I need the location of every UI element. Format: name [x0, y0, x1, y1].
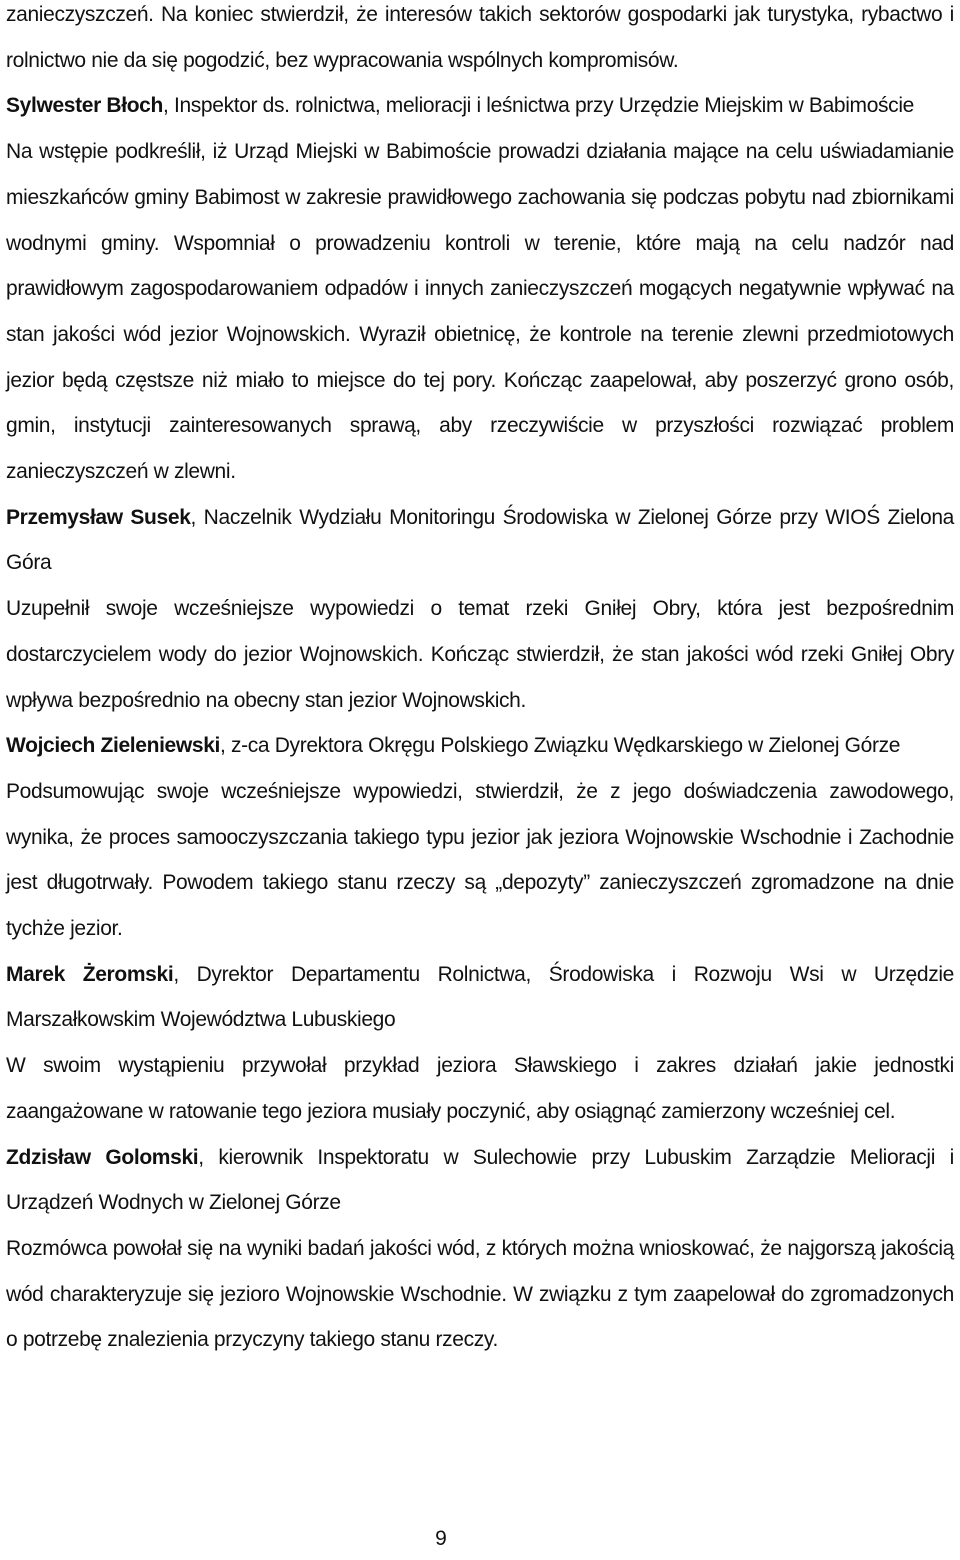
- speaker-role: , Dyrektor Departamentu Rolnictwa, Środowiska i Rozwoju Wsi w Urzędzie Marszałkowskim Województwa Lubuskiego: [6, 962, 954, 1032]
- speaker-heading-golomski: [6, 1135, 954, 1226]
- speaker-name: Przemysław Susek: [6, 505, 191, 529]
- speaker-name: Sylwester Błoch: [6, 94, 163, 118]
- speaker-heading-susek: [6, 495, 954, 586]
- speaker-name: Wojciech Zieleniewski: [6, 734, 221, 758]
- speaker-statement-zeromski: W swoim wystąpieniu przywołał przykład jeziora Sławskiego i zakres działań jakie jednostki zaangażowane w ratowanie tego jeziora musiały poczynić, aby osiągnąć zamierzony wcześniej cel.: [6, 1054, 954, 1123]
- speaker-statement-bloch: Na wstępie podkreślił, iż Urząd Miejski w Babimoście prowadzi działania mające na celu uświadamianie mieszkańców gminy Babimost w zakresie prawidłowego zachowania się podczas pobytu nad zbiornikami wodnymi gminy. Wspomniał o prowadzeniu kontroli w terenie, które mają na celu nadzór nad prawidłowym zagospodarowaniem odpadów i innych zanieczyszczeń mogących negatywnie wpływać na stan jakości wód jezior Wojnowskich. Wyraził obietnicę, że kontrole na terenie zlewni przedmiotowych jezior będą częstsze niż miało to miejsce do tej pory. Kończąc zaapelował, aby poszerzyć grono osób, gmin, instytucji zainteresowanych sprawą, aby rzeczywiście w przyszłości rozwiązać problem zanieczyszczeń w zlewni.: [6, 140, 954, 484]
- speaker-statement-golomski: Rozmówca powołał się na wyniki badań jakości wód, z których można wnioskować, że najgorszą jakością wód charakteryzuje się jezioro Wojnowskie Wschodnie. W związku z tym zaapelował do zgromadzonych o potrzebę znalezienia przyczyny takiego stanu rzeczy.: [6, 1236, 954, 1352]
- speaker-role: , kierownik Inspektoratu w Sulechowie przy Lubuskim Zarządzie Melioracji i Urządzeń Wodnych w Zielonej Górze: [6, 1145, 954, 1215]
- speaker-statement-zieleniewski: Podsumowując swoje wcześniejsze wypowiedzi, stwierdził, że z jego doświadczenia zawodowego, wynika, że proces samooczyszczania takiego typu jezior jak jeziora Wojnowskie Wschodnie i Zachodnie jest długotrwały. Powodem takiego stanu rzeczy są „depozyty” zanieczyszczeń zgromadzone na dnie tychże jezior.: [6, 779, 954, 941]
- speaker-role: , z-ca Dyrektora Okręgu Polskiego Związku Wędkarskiego w Zielonej Górze: [220, 734, 901, 758]
- speaker-statement-susek: Uzupełnił swoje wcześniejsze wypowiedzi o temat rzeki Gniłej Obry, która jest bezpośrednim dostarczycielem wody do jezior Wojnowskich. Kończąc stwierdził, że stan jakości wód rzeki Gniłej Obry wpływa bezpośrednio na obecny stan jezior Wojnowskich.: [6, 597, 954, 712]
- speaker-heading-zieleniewski: [6, 723, 954, 769]
- speaker-role: , Inspektor ds. rolnictwa, melioracji i leśnictwa przy Urzędzie Miejskim w Babimoście: [162, 94, 914, 118]
- speaker-heading-zeromski: [6, 952, 954, 1043]
- speaker-name: Marek Żeromski: [6, 962, 174, 986]
- document-page: [6, 0, 954, 1363]
- intro-paragraph: zanieczyszczeń. Na koniec stwierdził, że interesów takich sektorów gospodarki jak turystyka, rybactwo i rolnictwo nie da się pogodzić, bez wypracowania wspólnych kompromisów.: [6, 3, 954, 72]
- speaker-name: Zdzisław Golomski: [6, 1145, 199, 1169]
- speaker-role: , Naczelnik Wydziału Monitoringu Środowiska w Zielonej Górze przy WIOŚ Zielona Góra: [6, 505, 954, 575]
- page-number: 9: [435, 1527, 447, 1550]
- speaker-heading-bloch: [6, 83, 954, 129]
